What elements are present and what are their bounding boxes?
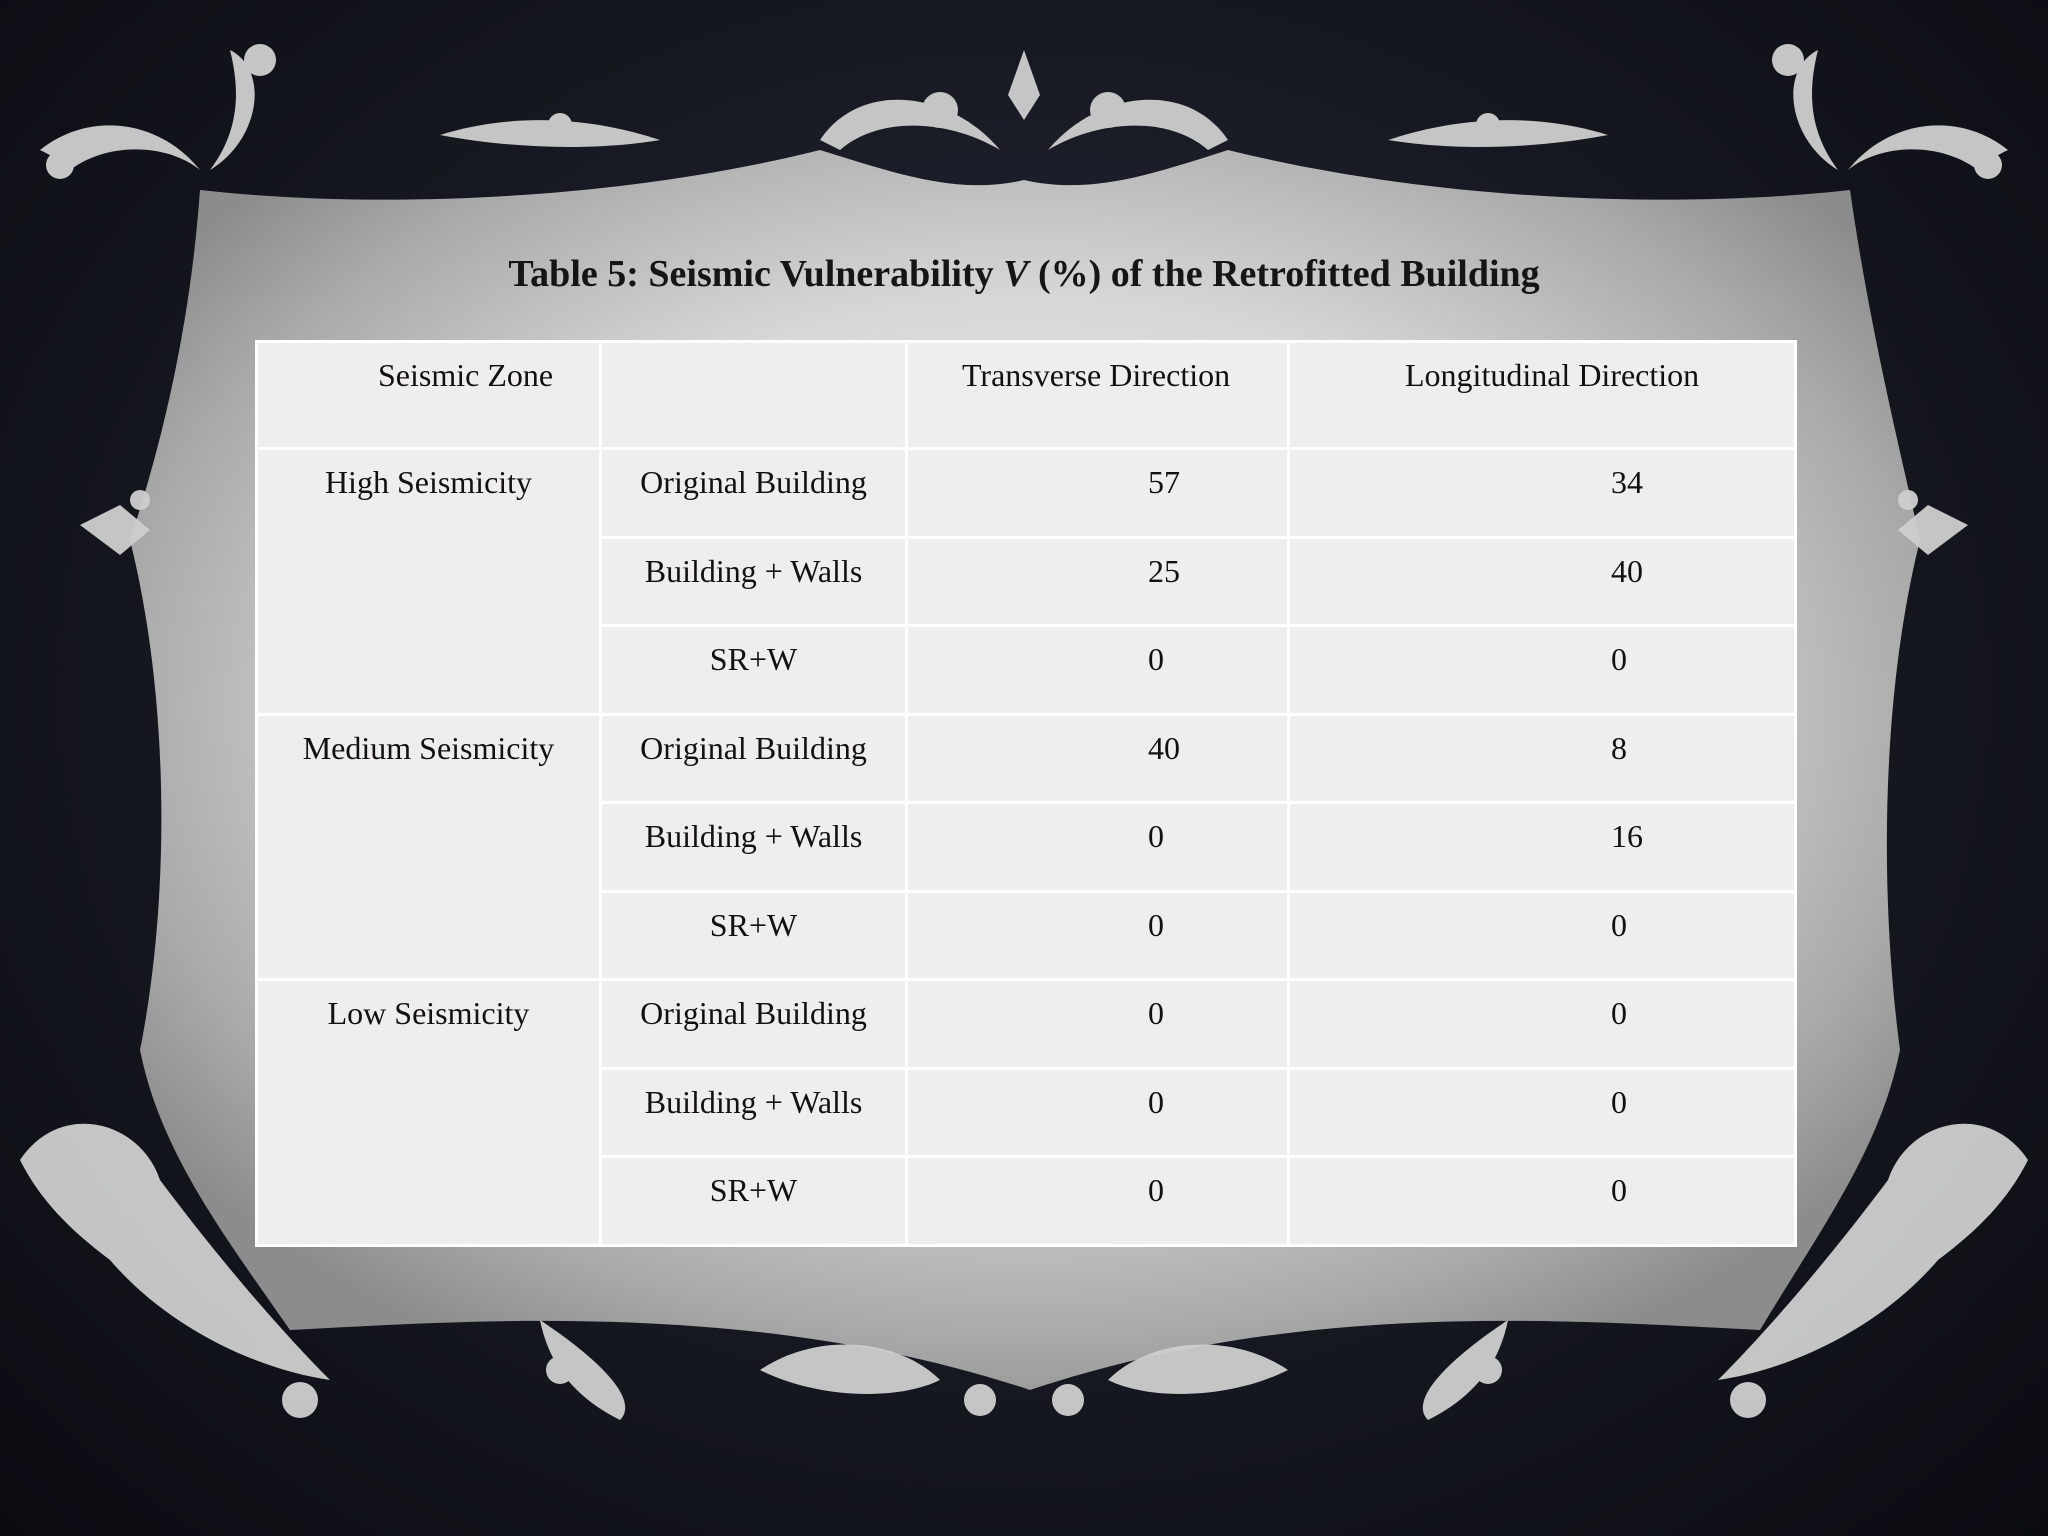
longitudinal-value: 0: [1289, 891, 1796, 980]
longitudinal-value: 40: [1289, 537, 1796, 626]
condition-cell: Building + Walls: [601, 1068, 907, 1157]
condition-cell: SR+W: [601, 891, 907, 980]
transverse-value: 57: [907, 449, 1289, 538]
condition-cell: Original Building: [601, 714, 907, 803]
longitudinal-value: 0: [1289, 1157, 1796, 1246]
condition-cell: SR+W: [601, 626, 907, 715]
table-row: [257, 449, 1796, 538]
title-suffix: (%) of the Retrofitted Building: [1028, 253, 1540, 295]
longitudinal-value: 16: [1289, 803, 1796, 892]
transverse-value: 0: [907, 626, 1289, 715]
longitudinal-value: 0: [1289, 1068, 1796, 1157]
zone-high-seismicity: High Seismicity: [257, 449, 601, 715]
title-prefix: Table 5: Seismic Vulnerability: [508, 253, 1004, 295]
condition-cell: Building + Walls: [601, 537, 907, 626]
longitudinal-value: 34: [1289, 449, 1796, 538]
zone-low-seismicity: Low Seismicity: [257, 980, 601, 1246]
vulnerability-table-container: [255, 340, 1794, 1247]
header-condition: [601, 342, 907, 449]
transverse-value: 0: [907, 980, 1289, 1069]
header-longitudinal-direction: Longitudinal Direction: [1289, 342, 1796, 449]
transverse-value: 40: [907, 714, 1289, 803]
ornament-top-center: [440, 50, 1608, 150]
title-variable: V: [1003, 253, 1029, 295]
transverse-value: 0: [907, 891, 1289, 980]
longitudinal-value: 8: [1289, 714, 1796, 803]
transverse-value: 0: [907, 1157, 1289, 1246]
transverse-value: 0: [907, 803, 1289, 892]
table-header-row: [257, 342, 1796, 449]
header-seismic-zone: Seismic Zone: [257, 342, 601, 449]
condition-cell: Building + Walls: [601, 803, 907, 892]
header-transverse-direction: Transverse Direction: [907, 342, 1289, 449]
vulnerability-table: [255, 340, 1797, 1247]
ornament-top-right: [1772, 44, 2008, 179]
table-row: [257, 980, 1796, 1069]
condition-cell: Original Building: [601, 449, 907, 538]
table-row: [257, 714, 1796, 803]
condition-cell: SR+W: [601, 1157, 907, 1246]
zone-medium-seismicity: Medium Seismicity: [257, 714, 601, 980]
ornament-top-left: [40, 44, 276, 179]
slide-title: [0, 252, 2048, 296]
longitudinal-value: 0: [1289, 980, 1796, 1069]
transverse-value: 25: [907, 537, 1289, 626]
condition-cell: Original Building: [601, 980, 907, 1069]
transverse-value: 0: [907, 1068, 1289, 1157]
longitudinal-value: 0: [1289, 626, 1796, 715]
